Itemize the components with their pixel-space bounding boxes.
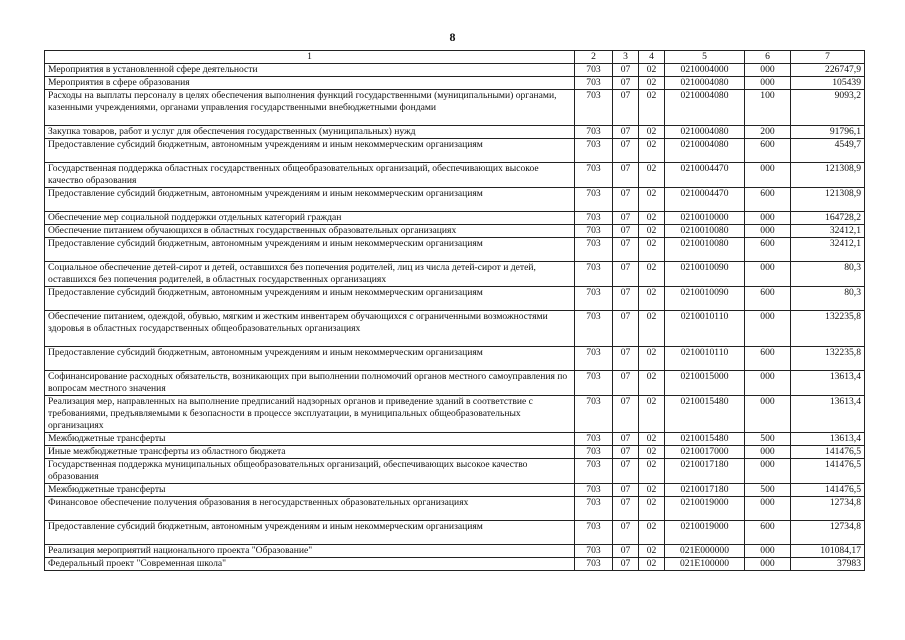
row-name: Предоставление субсидий бюджетным, автономным учреждениям и иным некоммерческим организациям bbox=[45, 521, 575, 545]
row-amount: 32412,1 bbox=[791, 225, 865, 238]
table-row bbox=[45, 163, 865, 188]
row-code-5: 0210004080 bbox=[665, 90, 745, 126]
row-code-6: 200 bbox=[745, 126, 791, 139]
row-amount: 12734,8 bbox=[791, 497, 865, 521]
row-code-3: 07 bbox=[613, 433, 639, 446]
row-name: Предоставление субсидий бюджетным, автономным учреждениям и иным некоммерческим организациям bbox=[45, 139, 575, 163]
row-code-2: 703 bbox=[575, 371, 613, 396]
row-code-2: 703 bbox=[575, 126, 613, 139]
row-amount: 141476,5 bbox=[791, 446, 865, 459]
row-code-4: 02 bbox=[639, 459, 665, 484]
row-amount: 80,3 bbox=[791, 287, 865, 311]
table-row bbox=[45, 347, 865, 371]
row-amount: 164728,2 bbox=[791, 212, 865, 225]
row-amount: 141476,5 bbox=[791, 484, 865, 497]
row-name: Обеспечение питанием, одеждой, обувью, мягким и жестким инвентарем обучающихся с ограниченными возможностями здоровья в областных государственных общеобразовательных организациях bbox=[45, 311, 575, 347]
row-code-5: 0210004470 bbox=[665, 163, 745, 188]
row-code-4: 02 bbox=[639, 497, 665, 521]
row-code-6: 000 bbox=[745, 225, 791, 238]
table-row bbox=[45, 262, 865, 287]
row-code-4: 02 bbox=[639, 163, 665, 188]
column-header: 5 bbox=[665, 51, 745, 64]
row-code-2: 703 bbox=[575, 446, 613, 459]
column-header: 6 bbox=[745, 51, 791, 64]
row-code-3: 07 bbox=[613, 545, 639, 558]
row-code-2: 703 bbox=[575, 311, 613, 347]
row-amount: 13613,4 bbox=[791, 433, 865, 446]
row-code-2: 703 bbox=[575, 64, 613, 77]
row-code-3: 07 bbox=[613, 347, 639, 371]
row-amount: 37983 bbox=[791, 558, 865, 571]
table-row bbox=[45, 77, 865, 90]
row-code-6: 000 bbox=[745, 558, 791, 571]
row-code-3: 07 bbox=[613, 521, 639, 545]
row-code-3: 07 bbox=[613, 446, 639, 459]
row-code-5: 0210004470 bbox=[665, 188, 745, 212]
row-code-3: 07 bbox=[613, 163, 639, 188]
row-code-3: 07 bbox=[613, 212, 639, 225]
column-header: 1 bbox=[45, 51, 575, 64]
row-name: Реализация мероприятий национального проекта "Образование" bbox=[45, 545, 575, 558]
row-code-4: 02 bbox=[639, 139, 665, 163]
row-code-4: 02 bbox=[639, 238, 665, 262]
row-code-5: 0210010080 bbox=[665, 225, 745, 238]
row-code-5: 0210010090 bbox=[665, 287, 745, 311]
row-code-4: 02 bbox=[639, 545, 665, 558]
row-amount: 132235,8 bbox=[791, 311, 865, 347]
row-code-2: 703 bbox=[575, 225, 613, 238]
row-name: Федеральный проект "Современная школа" bbox=[45, 558, 575, 571]
row-code-5: 0210019000 bbox=[665, 521, 745, 545]
table-row bbox=[45, 64, 865, 77]
row-code-4: 02 bbox=[639, 126, 665, 139]
row-code-5: 0210019000 bbox=[665, 497, 745, 521]
row-code-3: 07 bbox=[613, 77, 639, 90]
row-code-5: 021E000000 bbox=[665, 545, 745, 558]
row-code-3: 07 bbox=[613, 558, 639, 571]
row-amount: 4549,7 bbox=[791, 139, 865, 163]
row-name: Предоставление субсидий бюджетным, автономным учреждениям и иным некоммерческим организациям bbox=[45, 188, 575, 212]
row-code-4: 02 bbox=[639, 90, 665, 126]
row-code-3: 07 bbox=[613, 371, 639, 396]
row-code-4: 02 bbox=[639, 446, 665, 459]
row-code-4: 02 bbox=[639, 521, 665, 545]
row-code-5: 021E100000 bbox=[665, 558, 745, 571]
row-code-5: 0210010090 bbox=[665, 262, 745, 287]
column-header: 2 bbox=[575, 51, 613, 64]
table-row bbox=[45, 287, 865, 311]
column-header: 3 bbox=[613, 51, 639, 64]
row-code-5: 0210017180 bbox=[665, 484, 745, 497]
row-code-5: 0210004080 bbox=[665, 126, 745, 139]
row-code-5: 0210010110 bbox=[665, 311, 745, 347]
row-name: Государственная поддержка муниципальных общеобразовательных организаций, обеспечивающих высокое качество образования bbox=[45, 459, 575, 484]
row-code-5: 0210010000 bbox=[665, 212, 745, 225]
row-amount: 121308,9 bbox=[791, 188, 865, 212]
row-code-2: 703 bbox=[575, 459, 613, 484]
row-code-5: 0210015480 bbox=[665, 396, 745, 433]
row-code-5: 0210010080 bbox=[665, 238, 745, 262]
row-code-6: 600 bbox=[745, 188, 791, 212]
row-code-3: 07 bbox=[613, 139, 639, 163]
column-header: 4 bbox=[639, 51, 665, 64]
row-code-6: 000 bbox=[745, 212, 791, 225]
table-row bbox=[45, 484, 865, 497]
row-code-2: 703 bbox=[575, 139, 613, 163]
row-code-5: 0210004000 bbox=[665, 64, 745, 77]
table-row bbox=[45, 433, 865, 446]
row-code-2: 703 bbox=[575, 238, 613, 262]
page-number: 8 bbox=[449, 30, 456, 44]
budget-table bbox=[44, 50, 865, 571]
table-row bbox=[45, 311, 865, 347]
table-row bbox=[45, 497, 865, 521]
row-name: Межбюджетные трансферты bbox=[45, 433, 575, 446]
row-code-6: 600 bbox=[745, 521, 791, 545]
row-code-6: 000 bbox=[745, 311, 791, 347]
row-code-2: 703 bbox=[575, 188, 613, 212]
table-row bbox=[45, 212, 865, 225]
table-row bbox=[45, 558, 865, 571]
row-code-3: 07 bbox=[613, 484, 639, 497]
row-name: Мероприятия в установленной сфере деятельности bbox=[45, 64, 575, 77]
row-code-6: 600 bbox=[745, 139, 791, 163]
row-code-2: 703 bbox=[575, 163, 613, 188]
row-code-5: 0210004080 bbox=[665, 77, 745, 90]
row-code-5: 0210004080 bbox=[665, 139, 745, 163]
header-row bbox=[45, 51, 865, 64]
row-code-2: 703 bbox=[575, 521, 613, 545]
row-name: Иные межбюджетные трансферты из областного бюджета bbox=[45, 446, 575, 459]
row-code-4: 02 bbox=[639, 64, 665, 77]
row-code-6: 000 bbox=[745, 497, 791, 521]
row-name: Межбюджетные трансферты bbox=[45, 484, 575, 497]
row-code-3: 07 bbox=[613, 126, 639, 139]
row-code-6: 000 bbox=[745, 545, 791, 558]
row-code-2: 703 bbox=[575, 558, 613, 571]
row-code-6: 600 bbox=[745, 287, 791, 311]
row-code-2: 703 bbox=[575, 497, 613, 521]
row-amount: 9093,2 bbox=[791, 90, 865, 126]
row-amount: 226747,9 bbox=[791, 64, 865, 77]
table-row bbox=[45, 545, 865, 558]
row-code-3: 07 bbox=[613, 64, 639, 77]
row-code-5: 0210015480 bbox=[665, 433, 745, 446]
row-code-2: 703 bbox=[575, 396, 613, 433]
table-row bbox=[45, 521, 865, 545]
row-code-6: 600 bbox=[745, 347, 791, 371]
row-code-5: 0210010110 bbox=[665, 347, 745, 371]
row-code-3: 07 bbox=[613, 262, 639, 287]
column-header: 7 bbox=[791, 51, 865, 64]
row-name: Государственная поддержка областных государственных общеобразовательных организаций, обеспечивающих высокое качество образования bbox=[45, 163, 575, 188]
row-name: Реализация мер, направленных на выполнение предписаний надзорных органов и приведение зданий в соответствие с требованиями, предъявляемыми к безопасности в процессе эксплуатации, в муниципальных общеобразовательных организациях bbox=[45, 396, 575, 433]
row-amount: 13613,4 bbox=[791, 371, 865, 396]
row-code-3: 07 bbox=[613, 188, 639, 212]
row-code-4: 02 bbox=[639, 212, 665, 225]
row-code-4: 02 bbox=[639, 287, 665, 311]
row-code-2: 703 bbox=[575, 77, 613, 90]
row-code-5: 0210015000 bbox=[665, 371, 745, 396]
row-amount: 32412,1 bbox=[791, 238, 865, 262]
table-row bbox=[45, 446, 865, 459]
row-amount: 121308,9 bbox=[791, 163, 865, 188]
row-name: Закупка товаров, работ и услуг для обеспечения государственных (муниципальных) нужд bbox=[45, 126, 575, 139]
row-code-6: 000 bbox=[745, 396, 791, 433]
row-code-3: 07 bbox=[613, 311, 639, 347]
row-code-6: 000 bbox=[745, 446, 791, 459]
row-code-6: 000 bbox=[745, 371, 791, 396]
row-code-4: 02 bbox=[639, 484, 665, 497]
row-code-4: 02 bbox=[639, 396, 665, 433]
row-code-6: 500 bbox=[745, 433, 791, 446]
row-name: Обеспечение питанием обучающихся в областных государственных образовательных организациях bbox=[45, 225, 575, 238]
row-code-6: 500 bbox=[745, 484, 791, 497]
row-name: Финансовое обеспечение получения образования в негосударственных образовательных организациях bbox=[45, 497, 575, 521]
row-code-4: 02 bbox=[639, 225, 665, 238]
row-code-3: 07 bbox=[613, 225, 639, 238]
row-code-3: 07 bbox=[613, 90, 639, 126]
row-name: Предоставление субсидий бюджетным, автономным учреждениям и иным некоммерческим организациям bbox=[45, 287, 575, 311]
row-code-3: 07 bbox=[613, 287, 639, 311]
row-code-6: 000 bbox=[745, 262, 791, 287]
row-code-3: 07 bbox=[613, 396, 639, 433]
table-row bbox=[45, 139, 865, 163]
row-amount: 12734,8 bbox=[791, 521, 865, 545]
row-code-5: 0210017000 bbox=[665, 446, 745, 459]
row-code-3: 07 bbox=[613, 497, 639, 521]
row-code-5: 0210017180 bbox=[665, 459, 745, 484]
table-row bbox=[45, 459, 865, 484]
row-code-4: 02 bbox=[639, 371, 665, 396]
row-name: Обеспечение мер социальной поддержки отдельных категорий граждан bbox=[45, 212, 575, 225]
row-code-4: 02 bbox=[639, 77, 665, 90]
row-name: Предоставление субсидий бюджетным, автономным учреждениям и иным некоммерческим организациям bbox=[45, 238, 575, 262]
row-code-6: 100 bbox=[745, 90, 791, 126]
row-amount: 132235,8 bbox=[791, 347, 865, 371]
row-amount: 105439 bbox=[791, 77, 865, 90]
row-code-2: 703 bbox=[575, 347, 613, 371]
row-amount: 101084,17 bbox=[791, 545, 865, 558]
row-code-2: 703 bbox=[575, 262, 613, 287]
table-row bbox=[45, 126, 865, 139]
row-name: Мероприятия в сфере образования bbox=[45, 77, 575, 90]
row-code-6: 000 bbox=[745, 163, 791, 188]
row-code-4: 02 bbox=[639, 311, 665, 347]
row-name: Социальное обеспечение детей-сирот и детей, оставшихся без попечения родителей, лиц из числа детей-сирот и детей, оставшихся без попечения родителей, в областных государственных организациях bbox=[45, 262, 575, 287]
table-row bbox=[45, 225, 865, 238]
row-code-6: 600 bbox=[745, 238, 791, 262]
table-row bbox=[45, 188, 865, 212]
table-row bbox=[45, 238, 865, 262]
row-code-2: 703 bbox=[575, 433, 613, 446]
row-name: Расходы на выплаты персоналу в целях обеспечения выполнения функций государственными (муниципальными) органами, казенными учреждениями, органами управления государственными внебюджетными фондами bbox=[45, 90, 575, 126]
row-code-6: 000 bbox=[745, 64, 791, 77]
table-row bbox=[45, 396, 865, 433]
row-code-4: 02 bbox=[639, 188, 665, 212]
row-code-4: 02 bbox=[639, 558, 665, 571]
row-amount: 80,3 bbox=[791, 262, 865, 287]
row-name: Софинансирование расходных обязательств, возникающих при выполнении полномочий органов местного самоуправления по вопросам местного значения bbox=[45, 371, 575, 396]
row-code-3: 07 bbox=[613, 238, 639, 262]
row-amount: 91796,1 bbox=[791, 126, 865, 139]
row-code-6: 000 bbox=[745, 77, 791, 90]
row-code-4: 02 bbox=[639, 433, 665, 446]
row-code-2: 703 bbox=[575, 287, 613, 311]
row-code-6: 000 bbox=[745, 459, 791, 484]
table-row bbox=[45, 90, 865, 126]
row-amount: 141476,5 bbox=[791, 459, 865, 484]
row-code-4: 02 bbox=[639, 347, 665, 371]
row-code-4: 02 bbox=[639, 262, 665, 287]
row-amount: 13613,4 bbox=[791, 396, 865, 433]
row-code-2: 703 bbox=[575, 90, 613, 126]
row-code-2: 703 bbox=[575, 212, 613, 225]
row-code-3: 07 bbox=[613, 459, 639, 484]
row-code-2: 703 bbox=[575, 484, 613, 497]
row-code-2: 703 bbox=[575, 545, 613, 558]
table-row bbox=[45, 371, 865, 396]
row-name: Предоставление субсидий бюджетным, автономным учреждениям и иным некоммерческим организациям bbox=[45, 347, 575, 371]
